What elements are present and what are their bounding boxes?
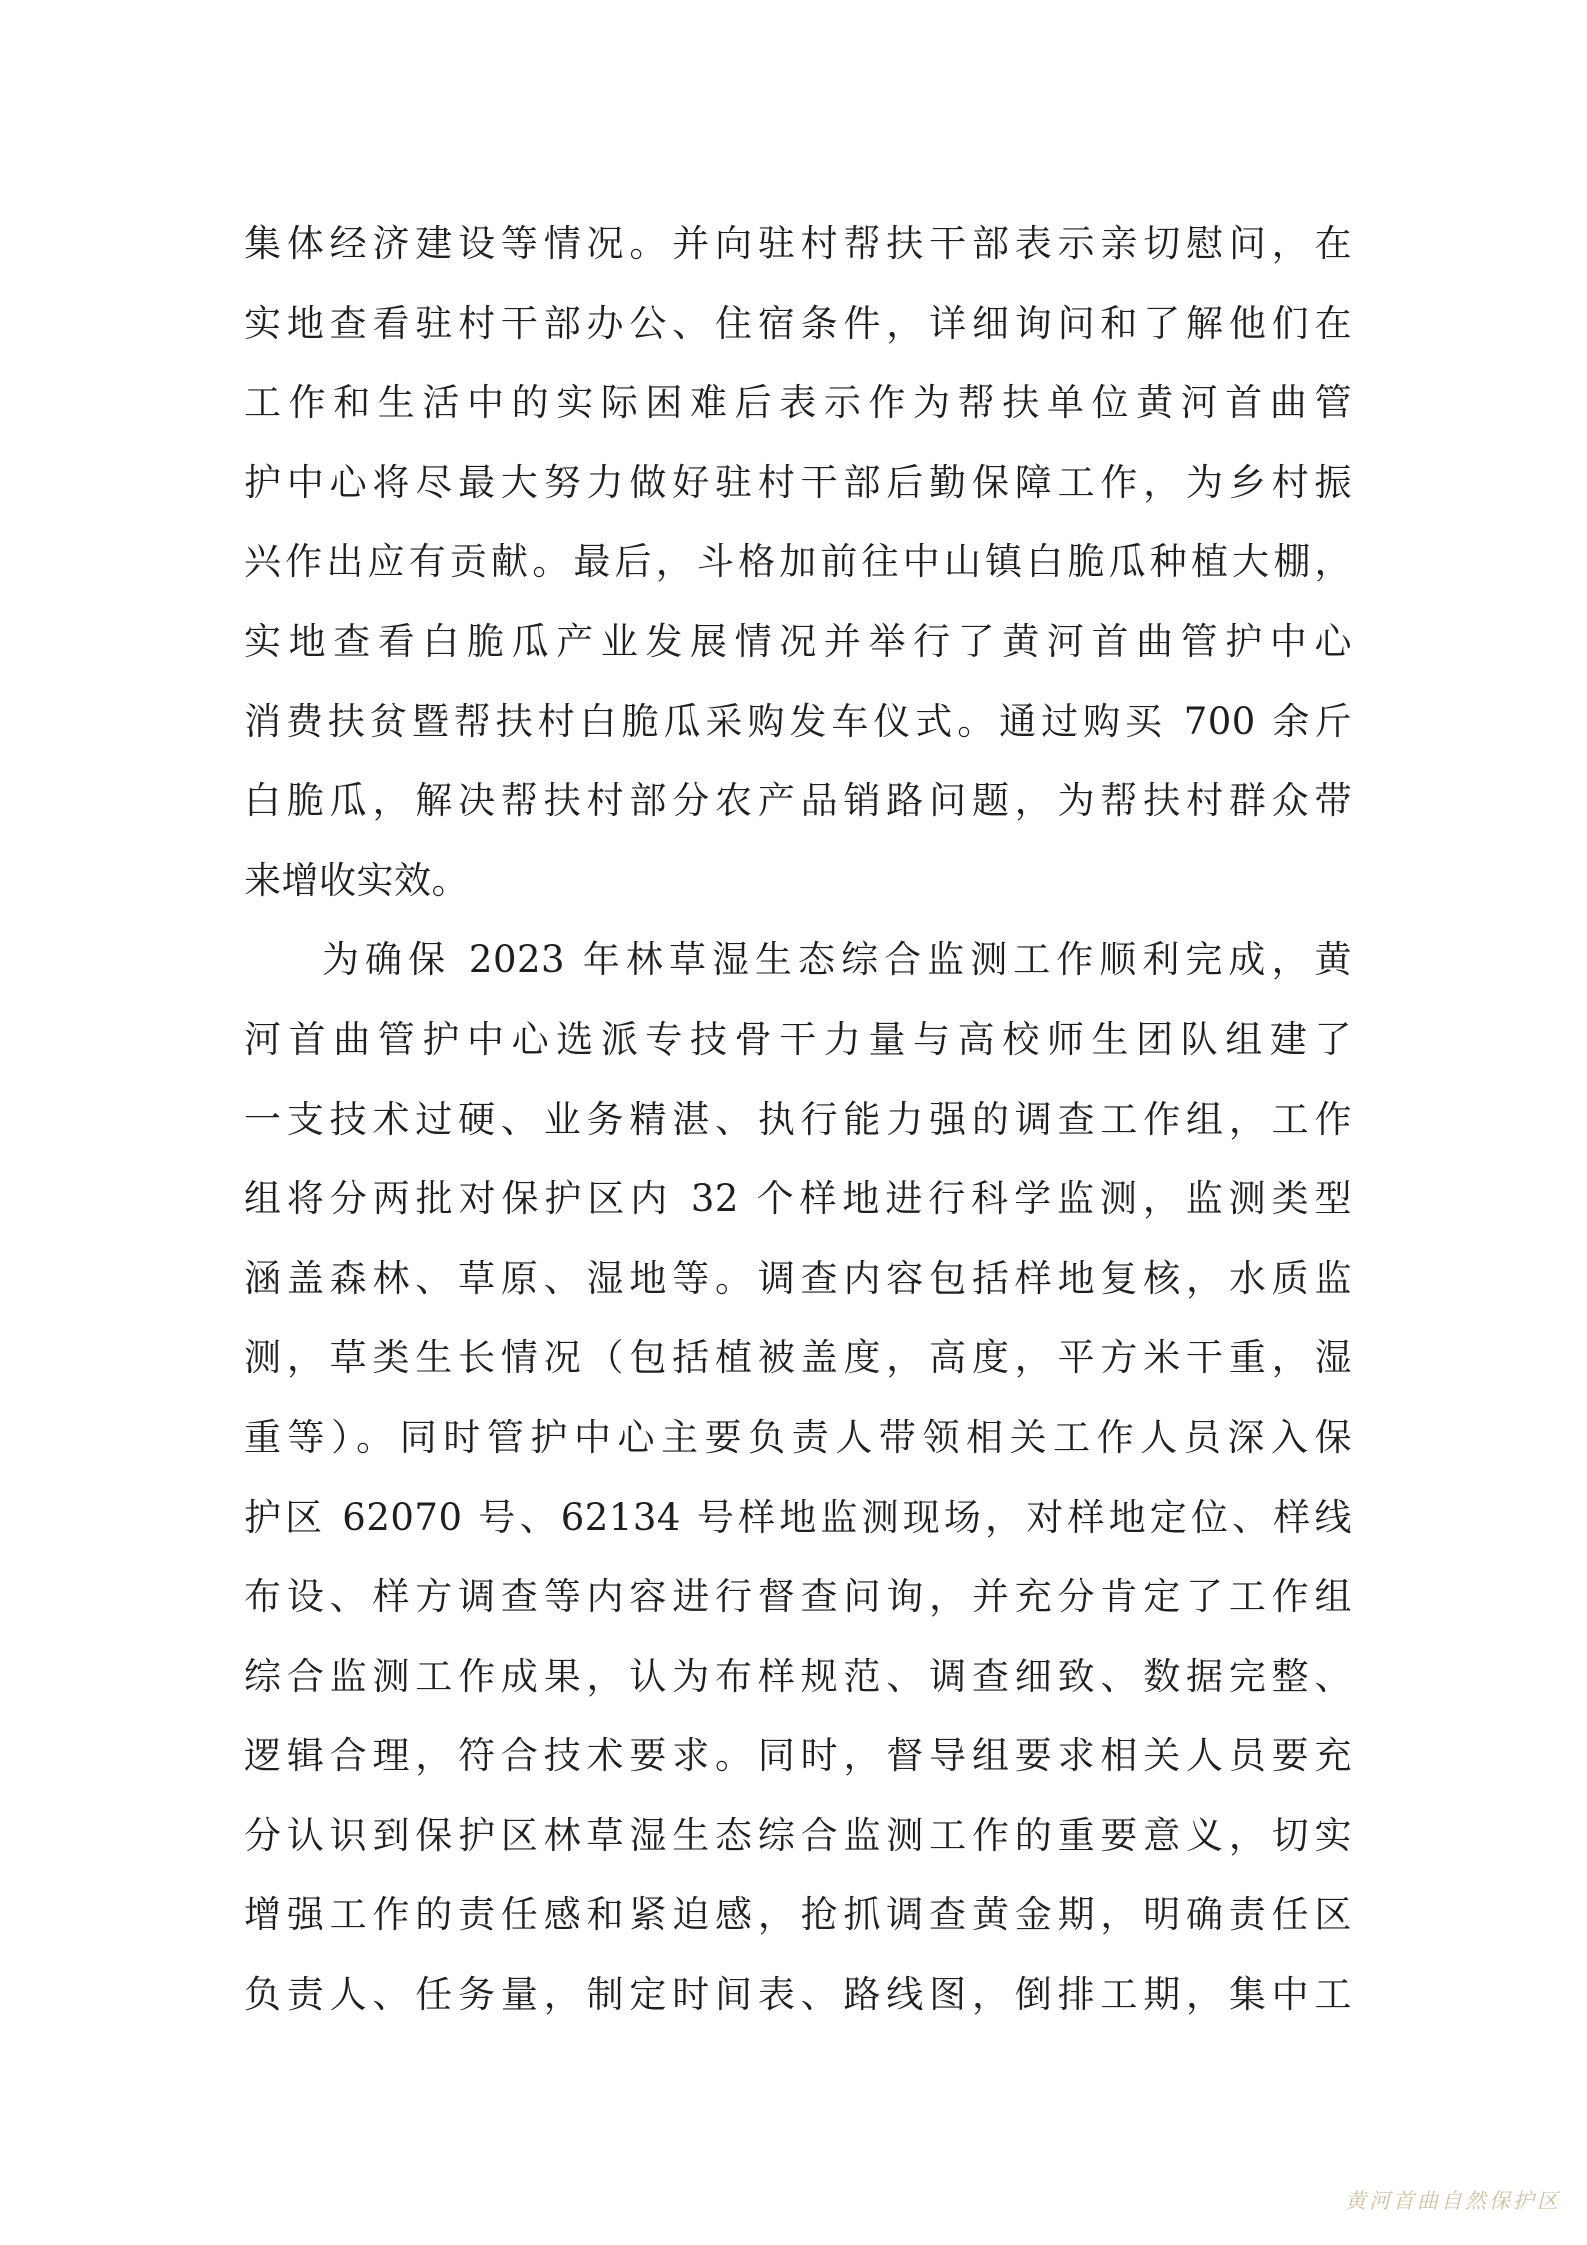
text-line: 一支技术过硬、业务精湛、执行能力强的调查工作组，工作 bbox=[244, 1097, 1352, 1141]
text-line: 白脆瓜，解决帮扶村部分农产品销路问题，为帮扶村群众带 bbox=[244, 779, 1352, 823]
text-line: 分认识到保护区林草湿生态综合监测工作的重要意义，切实 bbox=[244, 1813, 1352, 1857]
body-text bbox=[244, 204, 1352, 2035]
text-line: 实地查看白脆瓜产业发展情况并举行了黄河首曲管护中心 bbox=[244, 619, 1352, 663]
text-line: 增强工作的责任感和紧迫感，抢抓调查黄金期，明确责任区 bbox=[244, 1893, 1352, 1937]
text-line: 消费扶贫暨帮扶村白脆瓜采购发车仪式。通过购买 700 余斤 bbox=[244, 699, 1352, 743]
text-line: 工作和生活中的实际困难后表示作为帮扶单位黄河首曲管 bbox=[244, 381, 1352, 425]
text-line: 实地查看驻村干部办公、住宿条件，详细询问和了解他们在 bbox=[244, 301, 1352, 345]
text-line: 负责人、任务量，制定时间表、路线图，倒排工期，集中工 bbox=[244, 1973, 1352, 2017]
text-line: 重等）。同时管护中心主要负责人带领相关工作人员深入保 bbox=[244, 1415, 1352, 1459]
paragraph-2 bbox=[244, 920, 1352, 2034]
text-line: 兴作出应有贡献。最后，斗格加前往中山镇白脆瓜种植大棚， bbox=[244, 540, 1352, 584]
text-line: 护区 62070 号、62134 号样地监测现场，对样地定位、样线 bbox=[244, 1495, 1352, 1539]
paragraph-1 bbox=[244, 204, 1352, 920]
text-line: 组将分两批对保护区内 32 个样地进行科学监测，监测类型 bbox=[244, 1177, 1352, 1221]
watermark-text: 黄河首曲自然保护区 bbox=[1345, 2189, 1561, 2213]
text-line: 逻辑合理，符合技术要求。同时，督导组要求相关人员要充 bbox=[244, 1734, 1352, 1778]
text-line: 测，草类生长情况（包括植被盖度，高度，平方米干重，湿 bbox=[244, 1336, 1352, 1380]
text-line: 综合监测工作成果，认为布样规范、调查细致、数据完整、 bbox=[244, 1654, 1352, 1698]
text-line: 为确保 2023 年林草湿生态综合监测工作顺利完成，黄 bbox=[322, 938, 1352, 982]
text-line: 涵盖森林、草原、湿地等。调查内容包括样地复核，水质监 bbox=[244, 1256, 1352, 1300]
text-line: 集体经济建设等情况。并向驻村帮扶干部表示亲切慰问，在 bbox=[244, 222, 1352, 265]
text-line: 河首曲管护中心选派专技骨干力量与高校师生团队组建了 bbox=[244, 1017, 1352, 1061]
text-line: 来增收实效。 bbox=[244, 858, 469, 902]
text-line: 护中心将尽最大努力做好驻村干部后勤保障工作，为乡村振 bbox=[244, 460, 1352, 504]
text-line: 布设、样方调查等内容进行督查问询，并充分肯定了工作组 bbox=[244, 1575, 1352, 1619]
